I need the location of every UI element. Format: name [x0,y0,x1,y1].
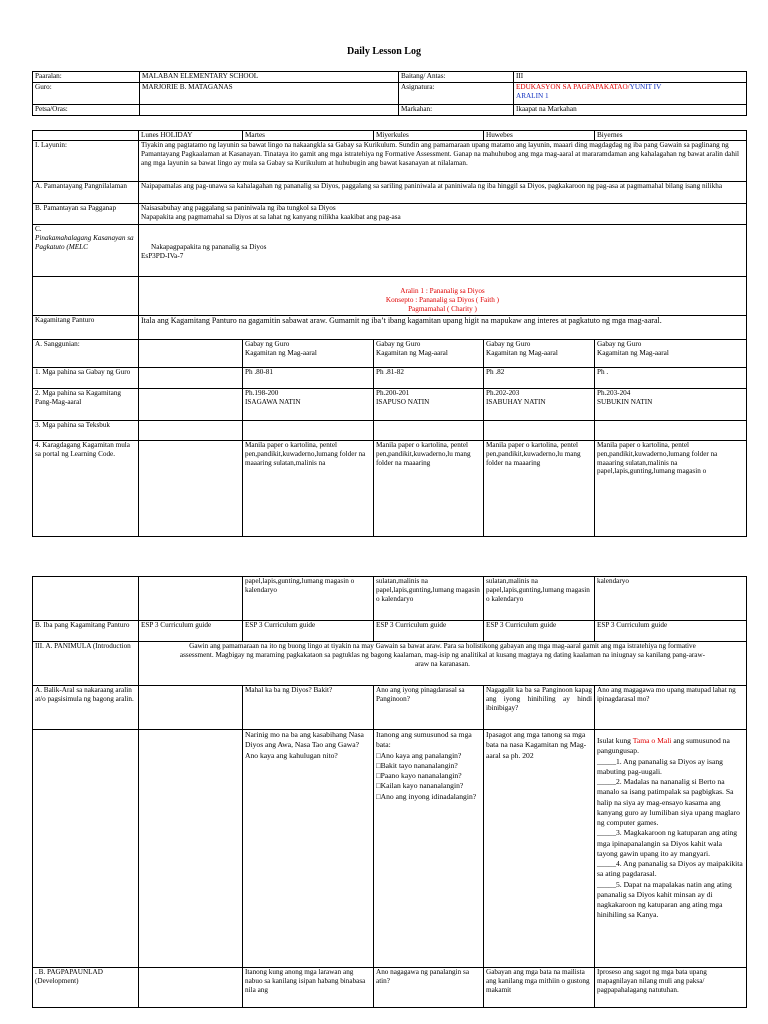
review-tue: Mahal ka ba ng Diyos? Bakit? [243,686,374,730]
ref-guide: Gabay ng Guro [245,340,290,348]
performance-standard-1: Naisasabuhay ang paggalang sa paniniwala ng iba tungkol sa Diyos [141,204,336,212]
page-break [0,538,768,576]
activity-fri-post: ang sumusunod na pangungusap. [597,736,730,756]
activity-wed [374,730,484,968]
school-label: Paaralan: [33,72,140,83]
materials-text: Itala ang Kagamitang Panturo na gagamitin sabawat araw. Gumamit ng iba’t ibang kagamitan upang higit na mapukaw ang interes at pagkatuto ng mga mag-aaral. [139,316,747,340]
performance-standard-text [139,204,747,225]
header-table [32,71,747,116]
development-wed: Ano nagagawa ng panalangin sa atin? [374,968,484,1008]
other-mat-fri: ESP 3 Curriculum guide [595,621,747,642]
question-item: □ Bakit tayo nananalangin? [376,761,481,771]
content-standard-text: Naipapamalas ang pag-unawa sa kahalagahan ng pananalig sa Diyos, paggalang sa sariling paniniwala at paniniwala ng iba hinggil sa Diyos, pagkakaroon ng pag-asa at pagmamahal bilang isang nilikha [139,182,747,204]
grade-value: III [514,72,747,83]
grade-label: Baitang/ Antas: [399,72,514,83]
lm-title: ISABUHAY NATIN [486,397,546,406]
ref-thu [484,340,595,368]
ref-guide: Gabay ng Guro [486,340,531,348]
day-friday: Biyernes [595,131,747,141]
lm-page: Ph.203-204 [597,389,631,397]
add-mat-tue: Manila paper o kartolina, pentel pen,pandikit,kuwaderno,lumang folder na maaaring sulatan,malinis na [243,441,374,537]
ref-tue [243,340,374,368]
statement-item: _____3. Magkakaroon ng katuparan ang ating mga ipinapanalangin sa Diyos kahit wala tayong gawin upang ito ay mangyari. [597,828,738,858]
lm-title: ISAGAWA NATIN [245,397,301,406]
lm-tue [243,389,374,421]
topic-value: Pagmamahal ( Charity ) [408,304,477,313]
development-fri: Iproseso ang sagot ng mga bata upang mapagnilayan nilang muli ang paksa/ pagpapahalagang natutuhan. [595,968,747,1008]
true-or-false: Tama o Mali [632,736,672,745]
learner-pages-label: 2. Mga pahina sa Kagamitang Pang-Mag-aaral [33,389,139,421]
ref-guide: Gabay ng Guro [597,340,642,348]
ref-learner: Kagamitan ng Mag-aaral [245,348,317,357]
other-materials-label: B. Iba pang Kagamitang Panturo [33,621,139,642]
development-label: . B. PAGPAPAUNLAD (Development) [33,968,139,1008]
tg-page-thu: Ph .82 [484,368,595,389]
introduction-label: III. A. PANIMULA (Introduction [33,642,139,686]
tg-page-fri: Ph . [595,368,747,389]
activity-thu: Ipasagot ang mga tanong sa mga bata na nasa Kagamitan ng Mag-aaral sa ph. 202 [484,730,595,968]
activity-tue: Narinig mo na ba ang kasabihang Nasa Diyos ang Awa, Nasa Tao ang Gawa? Ano kaya ang kahulugan nito? [243,730,374,968]
other-mat-wed: ESP 3 Curriculum guide [374,621,484,642]
review-label: A. Balik-Aral sa nakaraang aralin at/o pagsisimula ng bagong aralin. [33,686,139,730]
teacher-value: MARJORIE B. MATAGANAS [140,83,399,105]
quarter-value: Ikaapat na Markahan [514,105,747,116]
lm-thu [484,389,595,421]
lm-page: Ph.198-200 [245,389,279,397]
review-thu: Nagagalit ka ba sa Panginoon kapag ang iyong hinihiling ay hindi ibinibigay? [484,686,595,730]
question-item: □ Kailan kayo nananalangin? [376,781,481,791]
development-thu: Gabayan ang mga bata na mailista ang kanilang mga mithiin o gustong makamit [484,968,595,1008]
lm-title: ISAPUSO NATIN [376,397,430,406]
school-value: MALABAN ELEMENTARY SCHOOL [140,72,399,83]
ref-wed [374,340,484,368]
lm-fri [595,389,747,421]
other-mat-thu: ESP 3 Curriculum guide [484,621,595,642]
add-mat-cont-tue: papel,lapis,gunting,lumang magasin o kalendaryo [243,577,374,621]
tg-page-wed: Ph .81-82 [374,368,484,389]
date-label: Petsa/Oras: [33,105,140,116]
activity-fri [595,730,747,968]
day-tuesday: Martes [243,131,374,141]
melc-label-cell [33,225,139,277]
question-item: □ Ano ang inyong idinadalangin? [376,792,481,802]
quarter-label: Markahan: [399,105,514,116]
lm-title: SUBUKIN NATIN [597,397,653,406]
melc-text: Nakapagpapakita ng pananalig sa Diyos [151,243,267,251]
teacher-label: Guro: [33,83,140,105]
day-wednesday: Miyerkules [374,131,484,141]
materials-label: Kagamitang Panturo [33,316,139,340]
performance-standard-2: Napapakita ang pagmamahal sa Diyos at sa lahat ng kanyang nilikha kaakibat ang pag-asa [141,212,401,221]
subject-label: Asignatura: [399,83,514,105]
topic-lesson: Aralin 1 : Pananalig sa Diyos [400,287,485,295]
topic-concept: Konsepto : Pananalig sa Diyos ( Faith ) [385,295,500,304]
add-mat-thu: Manila paper o kartolina, pentel pen,pandikit,kuwaderno,lu mang folder na maaaring [484,441,595,537]
add-mat-cont-thu: sulatan,malinis na papel,lapis,gunting,lumang magasin o kalendaryo [484,577,595,621]
day-thursday: Huwebes [484,131,595,141]
objectives-text: Tiyakin ang pagtatamo ng layunin sa bawat lingo na nakaangkla sa Gabay sa Kurikulum. Sundin ang pamamaraan upang matamo ang layunin, maaari ding magdagdag ng iba pang Gawain sa paglinang ng Pamantayang Pagkaalaman at Kasanayan. Tinataya ito gamit ang mga istratehiya ng Formative Assessment. Ganap na mahuhubog ang mga mag-aaral at mararamdaman ang kahalagahan ng bawat aralin dahil ang mga layunin sa bawat lingo ay mula sa Gabay sa Kurikulum at huhubugin ang bawat kasanayan at nilalaman. [139,141,747,182]
content-topic [139,277,747,316]
subject-red: EDUKASYON SA PAGPAPAKATAO/ [516,83,630,91]
activity-fri-pre: Isulat kung [597,736,633,745]
document-title: Daily Lesson Log [347,46,421,57]
statement-item: _____2. Madalas na nananalig si Berto na manalo sa isang patimpalak sa pagbigkas. Sa halip na siya ay mag-ensayo kasama ang kanyang guro ay lumiliban siya upang maglaro ng computer games. [597,777,740,827]
textbook-pages-label: 3. Mga pahina sa Teksbuk [33,421,139,441]
add-mat-wed: Manila paper o kartolina, pentel pen,pandikit,kuwaderno,lu mang folder na maaaring [374,441,484,537]
ref-fri [595,340,747,368]
development-tue: Itanong kung anong mga larawan ang nabuo sa kanilang isipan habang binabasa nila ang [243,968,374,1008]
question-item: □ Paano kayo nananalangin? [376,771,481,781]
content-standard-label: A. Pamantayang Pangnilalaman [33,182,139,204]
add-mat-cont-fri: kalendaryo [595,577,747,621]
review-wed: Ano ang iyong pinagdarasal sa Panginoon? [374,686,484,730]
lm-wed [374,389,484,421]
statement-item: _____5. Dapat na mapalakas natin ang ating pananalig sa Diyos kahit minsan ay di nagkakaroon ng katuparan ang ating mga hinihiling sa Kanya. [597,879,732,920]
performance-standard-label: B. Pamantayan sa Pagganap [33,204,139,225]
subject-value [514,83,747,105]
objectives-label: I. Layunin: [33,141,139,182]
ref-guide: Gabay ng Guro [376,340,421,348]
teacher-guide-pages-label: 1. Mga pahina sa Gabay ng Guro [33,368,139,389]
day-monday: Lunes HOLIDAY [139,131,243,141]
review-fri: Ano ang magagawa mo upang matupad lahat ng ipinagdarasal mo? [595,686,747,730]
melc-code: EsP3PD-IVa-7 [141,251,184,260]
lm-page: Ph.200-201 [376,389,410,397]
introduction-text: Gawin ang pamamaraan na ito ng buong lingo at tiyakin na may Gawain sa bawat araw. Para sa holistikong gabayan ang mga mag-aaral gamit ang mga istratehiya ng formative assessment. Magbigay ng maraming pagkakataon sa pagtuklas ng bagong kaalaman, mag-isip ng analitikal at kusang magtaya ng dating kaalaman na iniugnay sa kanilang pang-araw-araw na karanasan. [139,642,747,686]
date-value [140,105,399,116]
statement-item: _____4. Ang pananalig sa Diyos ay maipakikita sa ating pagdarasal. [597,859,743,879]
other-mat-tue: ESP 3 Curriculum guide [243,621,374,642]
add-mat-cont-wed: sulatan,malinis na papel,lapis,gunting,lumang magasin o kalendaryo [374,577,484,621]
melc-text-cell [139,225,747,277]
lesson-table-continued [32,576,747,1008]
ref-learner: Kagamitan ng Mag-aaral [376,348,448,357]
references-label: A. Sanggunian: [33,340,139,368]
activity-wed-head: Itanong ang sumusunod sa mga bata: [376,730,472,750]
ref-learner: Kagamitan ng Mag-aaral [597,348,669,357]
statement-item: _____1. Ang pananalig sa Diyos ay isang mabuting pag-uugali. [597,756,723,776]
lm-page: Ph.202-203 [486,389,520,397]
ref-learner: Kagamitan ng Mag-aaral [486,348,558,357]
additional-materials-label: 4. Karagdagang Kagamitan mula sa portal ng Learning Code. [33,441,139,537]
subject-unit: YUNIT IV [629,83,662,91]
subject-lesson: ARALIN 1 [516,91,549,100]
tg-page-tue: Ph .80-81 [243,368,374,389]
melc-label: Pinakamahalagang Kasanayan sa Pagkatuto (MELC [35,233,134,251]
other-mat-mon: ESP 3 Curriculum guide [139,621,243,642]
add-mat-fri: Manila paper o kartolina, pentel pen,pandikit,kuwaderno,lumang folder na maaaring sulatan,malinis na papel,lapis,gunting,lumang magasin o [595,441,747,537]
lesson-table [32,130,747,537]
question-item: □ Ano kaya ang panalangin? [376,751,481,761]
melc-letter: C. [35,225,42,233]
